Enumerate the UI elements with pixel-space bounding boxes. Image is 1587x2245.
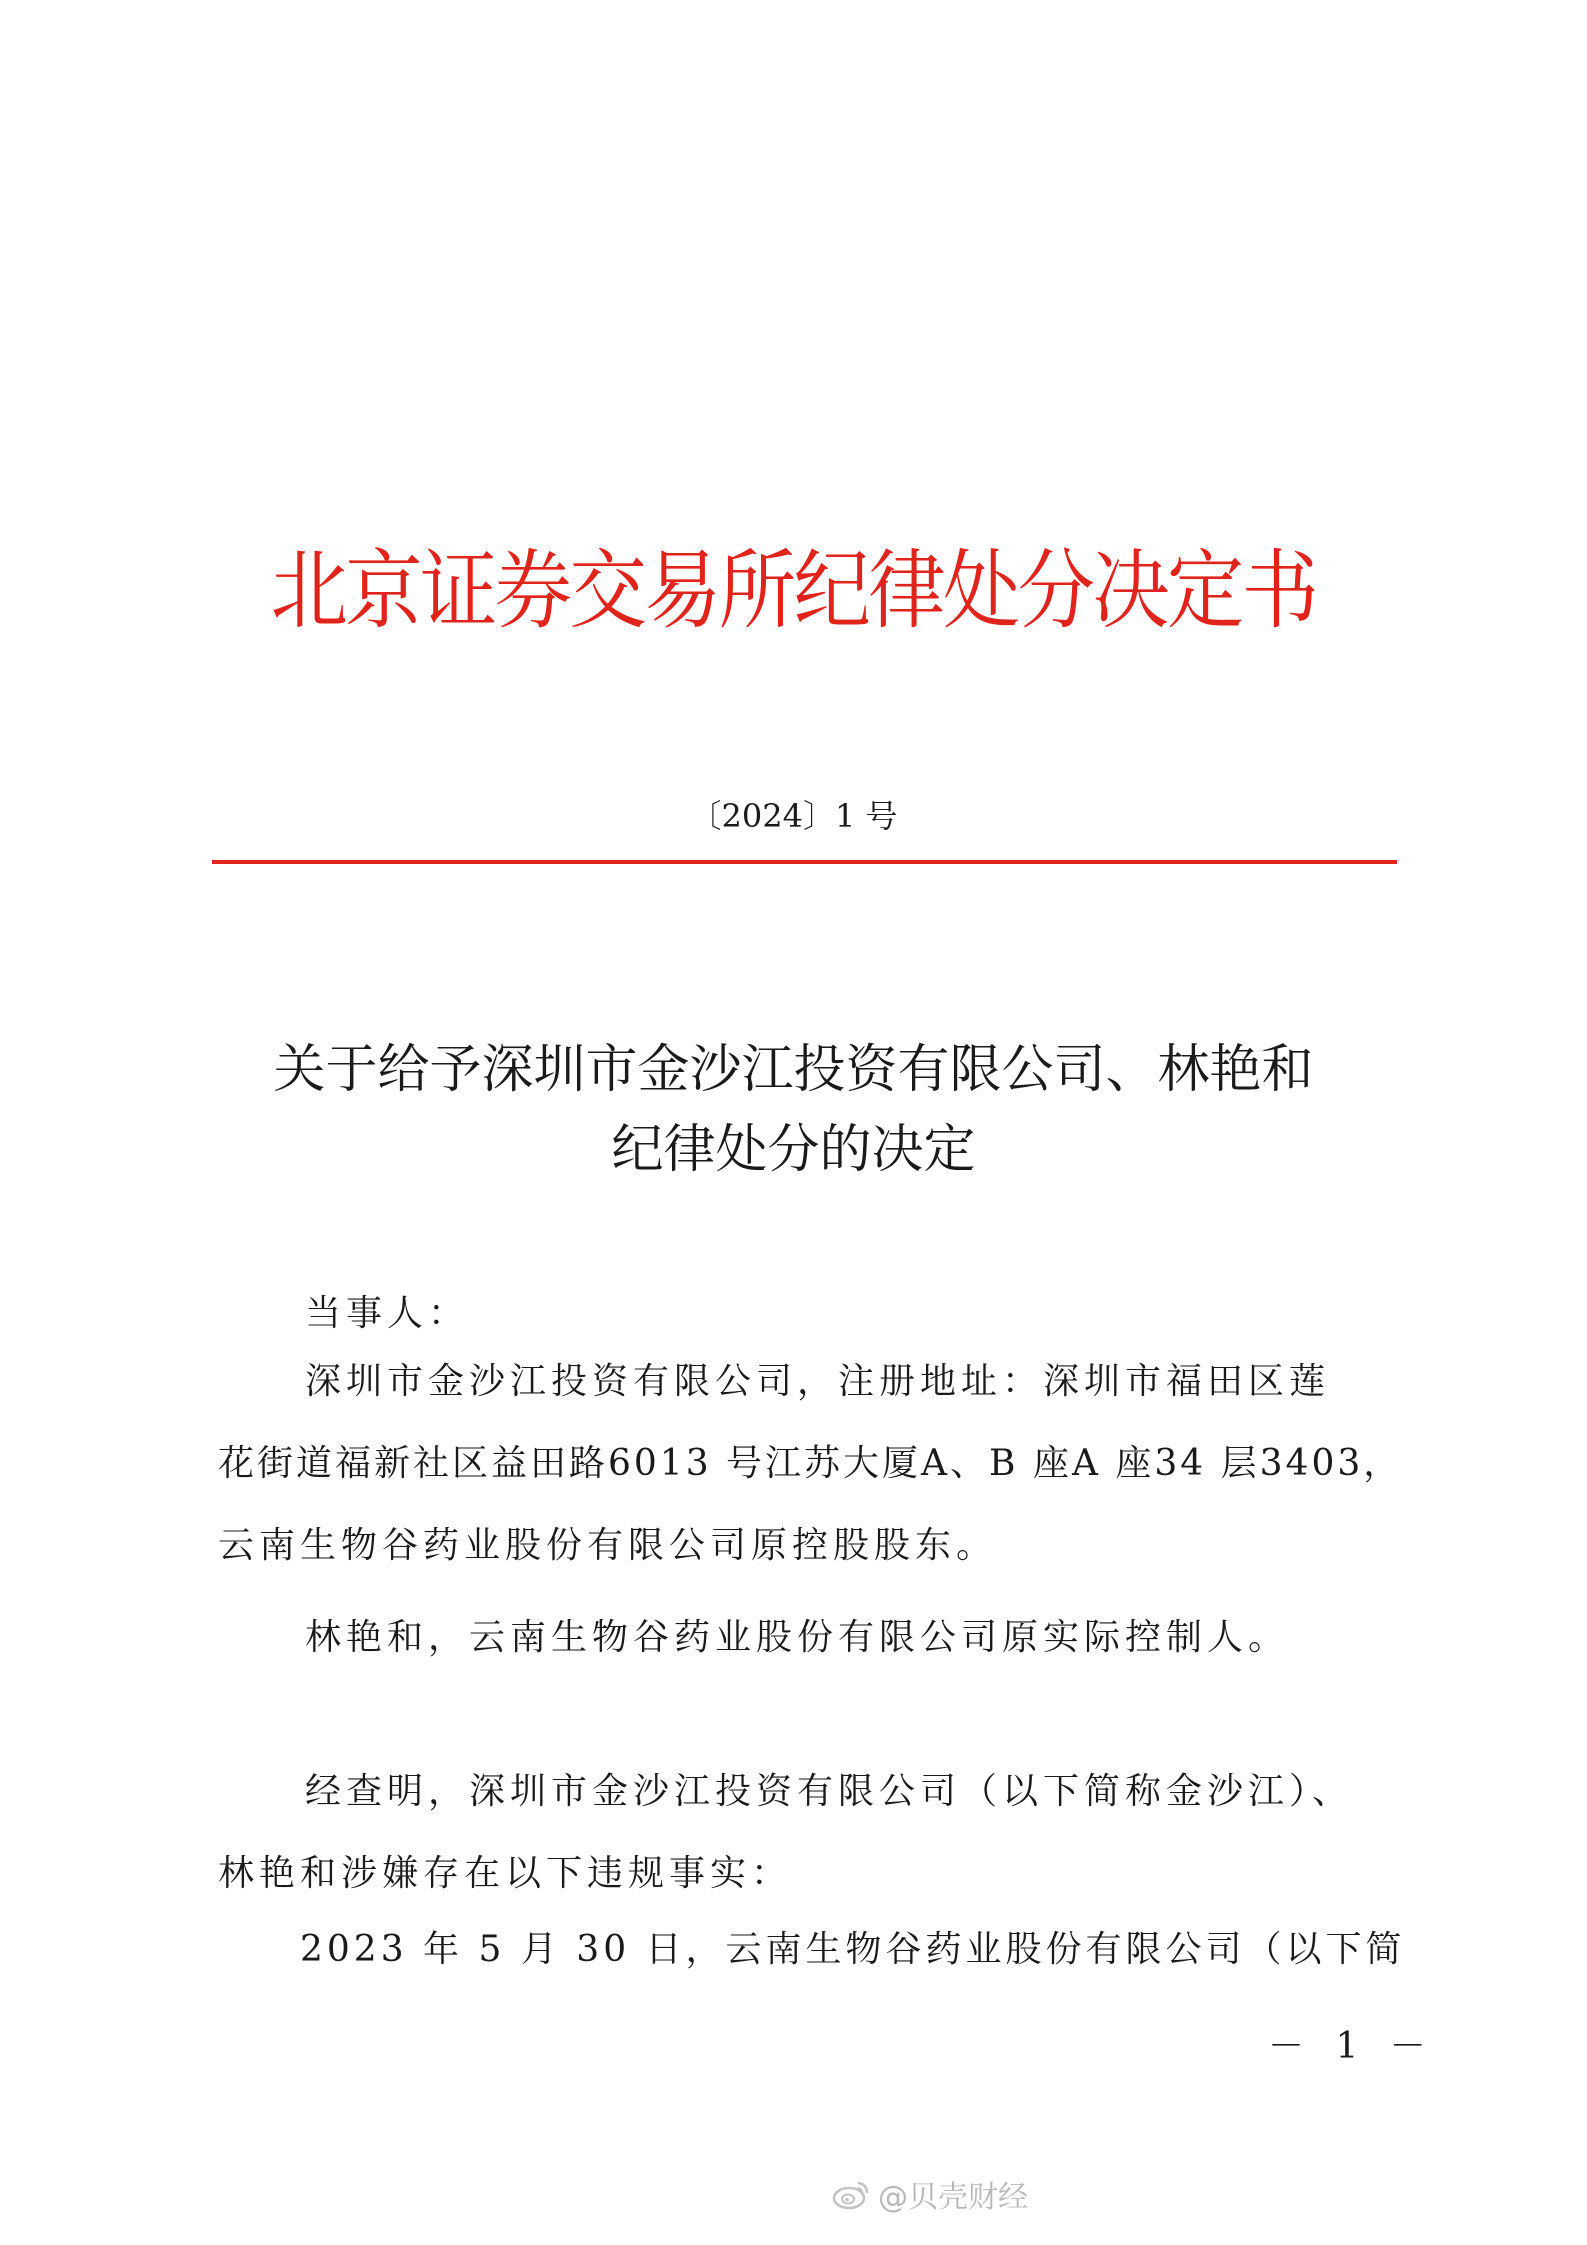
decision-title-line-1: 关于给予深圳市金沙江投资有限公司、林艳和: [273, 1040, 1314, 1100]
parties-label: 当事人：: [305, 1293, 470, 1334]
decision-title: [0, 1030, 1587, 1190]
weibo-watermark: [832, 2172, 1028, 2216]
red-divider-line: [212, 860, 1397, 864]
decision-title-line-2: 纪律处分的决定: [611, 1120, 976, 1180]
page-number: － 1 －: [1268, 2026, 1436, 2067]
watermark-text: @贝壳财经: [878, 2180, 1028, 2215]
party-1-line-3: 云南生物谷药业股份有限公司原控股股东。: [218, 1525, 998, 1566]
party-2-paragraph: 林艳和，云南生物谷药业股份有限公司原实际控制人。: [305, 1617, 1290, 1658]
finding-line-2: 林艳和涉嫌存在以下违规事实：: [218, 1853, 793, 1894]
masthead-title: 北京证券交易所纪律处分决定书: [270, 541, 1317, 641]
weibo-icon: [832, 2178, 870, 2210]
document-number: 〔2024〕1 号: [689, 797, 898, 835]
fact-line-1: 2023 年 5 月 30 日，云南生物谷药业股份有限公司（以下简: [300, 1929, 1406, 1970]
party-1-line-2: 花街道福新社区益田路6013 号江苏大厦A、B 座A 座34 层3403，: [218, 1443, 1403, 1484]
party-1-line-1: 深圳市金沙江投资有限公司，注册地址：深圳市福田区莲: [305, 1361, 1331, 1402]
finding-line-1: 经查明，深圳市金沙江投资有限公司（以下简称金沙江）、: [305, 1771, 1354, 1812]
